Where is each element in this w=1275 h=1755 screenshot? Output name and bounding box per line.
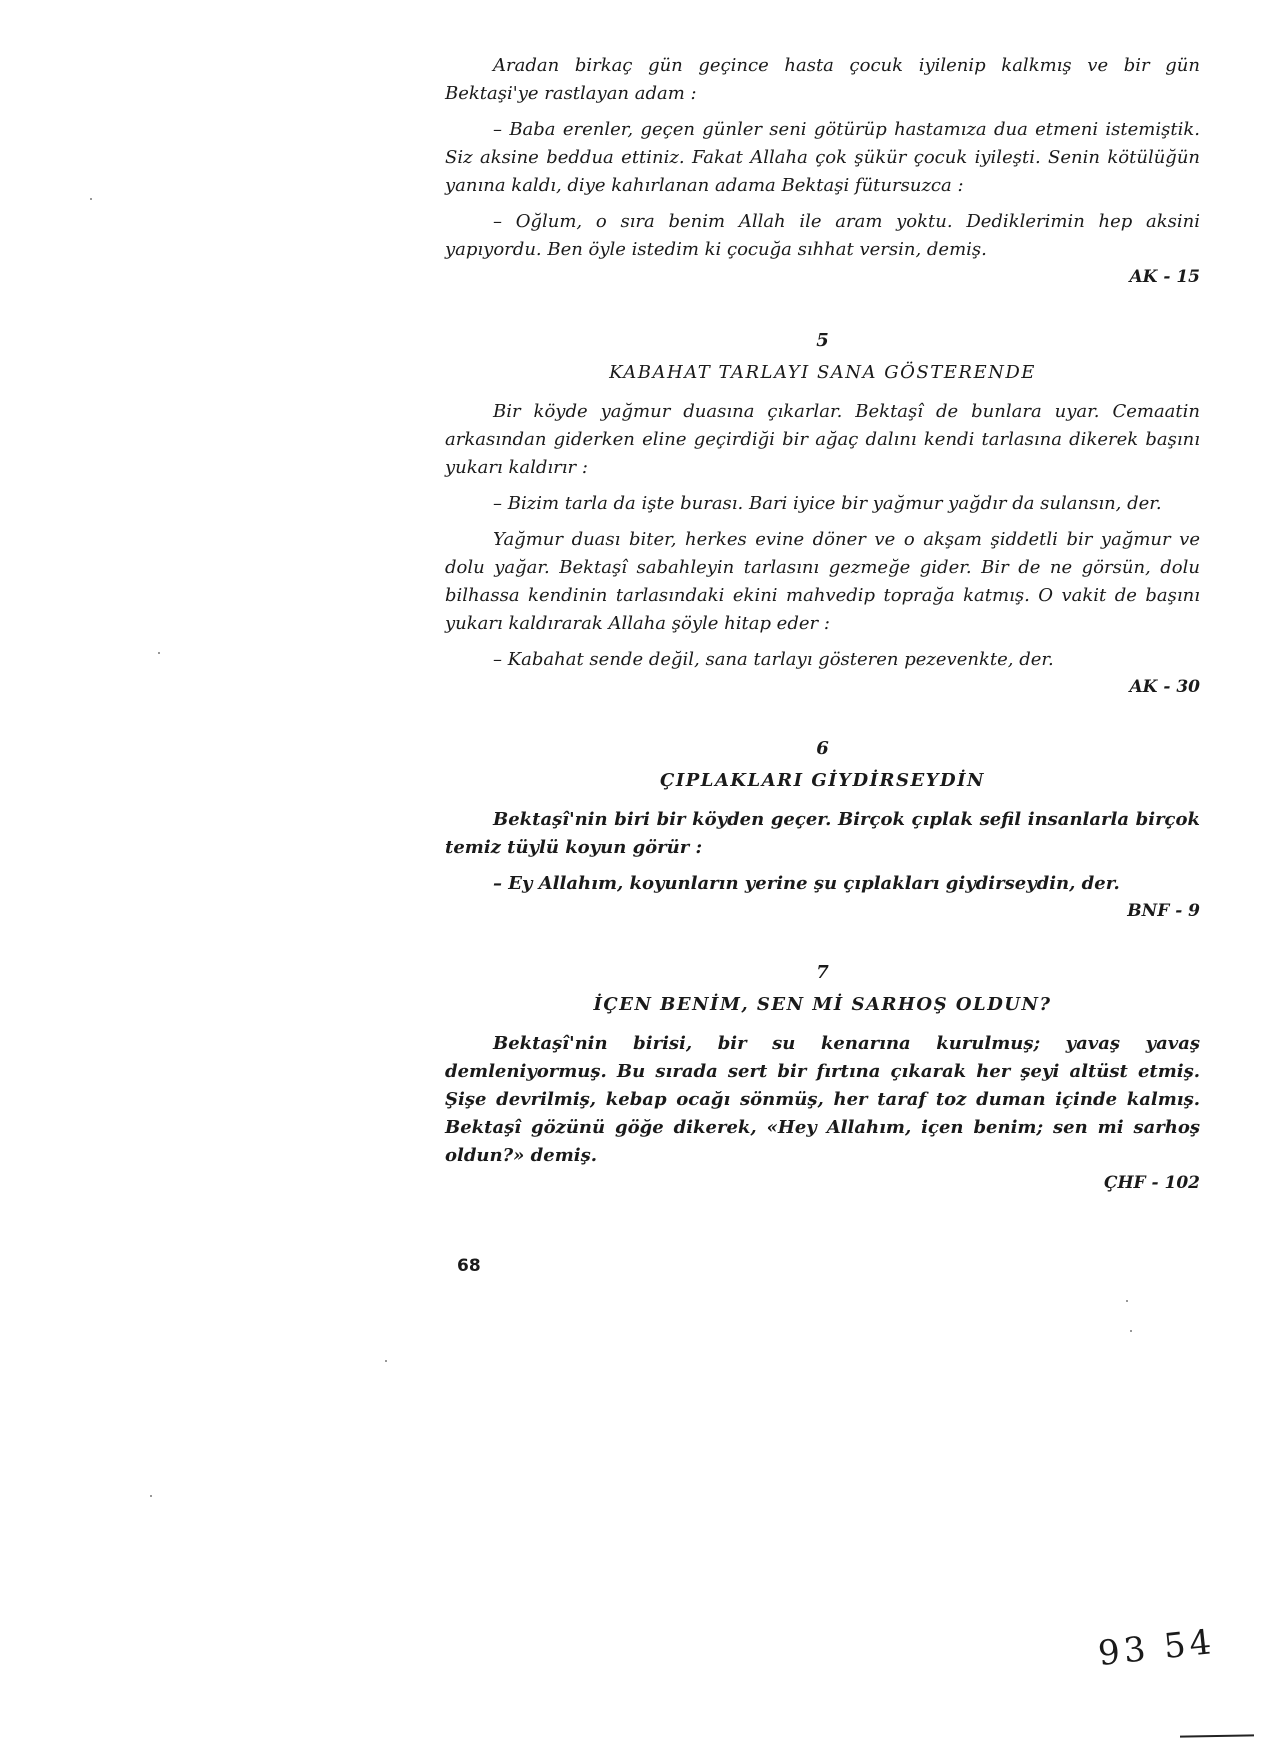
page-number: 68	[457, 1256, 481, 1276]
story-number: 6	[816, 738, 829, 759]
scan-speck	[158, 652, 160, 654]
story-title: İÇEN BENİM, SEN Mİ SARHOŞ OLDUN?	[593, 994, 1052, 1015]
scan-speck	[1126, 1300, 1128, 1302]
scan-speck	[90, 198, 92, 200]
scan-speck	[385, 1360, 387, 1362]
paragraph: Bir köyde yağmur duasına çıkarlar. Bektaşî de bunlara uyar. Cemaatin arkasından giderken eline geçirdiği bir ağaç dalını kendi tarlasına dikerek başını yukarı kaldırır :	[445, 401, 1200, 478]
paragraph: Aradan birkaç gün geçince hasta çocuk iyilenip kalkmış ve bir gün Bektaşi'ye rastlayan adam :	[445, 55, 1200, 104]
source-reference: ÇHF - 102	[1103, 1173, 1200, 1193]
scan-mark	[1180, 1734, 1254, 1737]
text-column	[445, 52, 1200, 1196]
paragraph: – Baba erenler, geçen günler seni götürüp hastamıza dua etmeni istemiştik. Siz aksine beddua ettiniz. Fakat Allaha çok şükür çocuk iyileşti. Senin kötülüğün yanına kaldı, diye kahırlanan adama Bektaşi fütursuzca :	[445, 119, 1200, 196]
story-number: 7	[816, 962, 829, 983]
story-number: 5	[816, 330, 829, 351]
story-title: ÇIPLAKLARI GİYDİRSEYDİN	[660, 770, 985, 791]
handwritten-note: 93 54	[1096, 1621, 1218, 1675]
paragraph: – Oğlum, o sıra benim Allah ile aram yoktu. Dediklerimin hep aksini yapıyordu. Ben öyle istedim ki çocuğa sıhhat versin, demiş.	[445, 211, 1200, 260]
paragraph: – Bizim tarla da işte burası. Bari iyice bir yağmur yağdır da sulansın, der.	[493, 493, 1162, 514]
source-reference: AK - 15	[1129, 267, 1200, 287]
story-continuation	[445, 52, 1200, 290]
story-7	[445, 960, 1200, 1196]
source-reference: AK - 30	[1129, 677, 1200, 697]
paragraph: Bektaşî'nin birisi, bir su kenarına kurulmuş; yavaş yavaş demleniyormuş. Bu sırada sert bir fırtına çıkarak her şeyi altüst etmiş. Şişe devrilmiş, kebap ocağı sönmüş, her taraf toz duman içinde kalmış. Bektaşî gözünü göğe dikerek, «Hey Allahım, içen benim; sen mi sarhoş oldun?» demiş.	[445, 1033, 1200, 1166]
source-reference: BNF - 9	[1127, 901, 1200, 921]
paragraph: – Kabahat sende değil, sana tarlayı gösteren pezevenkte, der.	[493, 649, 1054, 670]
paragraph: Bektaşî'nin biri bir köyden geçer. Birçok çıplak sefil insanlarla birçok temiz tüylü koyun görür :	[445, 809, 1200, 858]
scan-speck	[150, 1495, 152, 1497]
scan-speck	[1130, 1330, 1132, 1332]
story-title: KABAHAT TARLAYI SANA GÖSTERENDE	[609, 362, 1036, 383]
paragraph: – Ey Allahım, koyunların yerine şu çıplakları giydirseydin, der.	[493, 873, 1120, 894]
paragraph: Yağmur duası biter, herkes evine döner ve o akşam şiddetli bir yağmur ve dolu yağar. Bektaşî sabahleyin tarlasını gezmeğe gider. Bir de ne görsün, dolu bilhassa kendinin tarlasındaki ekini mahvedip toprağa katmış. O vakit de başını yukarı kaldırarak Allaha şöyle hitap eder :	[445, 529, 1200, 634]
story-6	[445, 736, 1200, 924]
story-5	[445, 328, 1200, 700]
